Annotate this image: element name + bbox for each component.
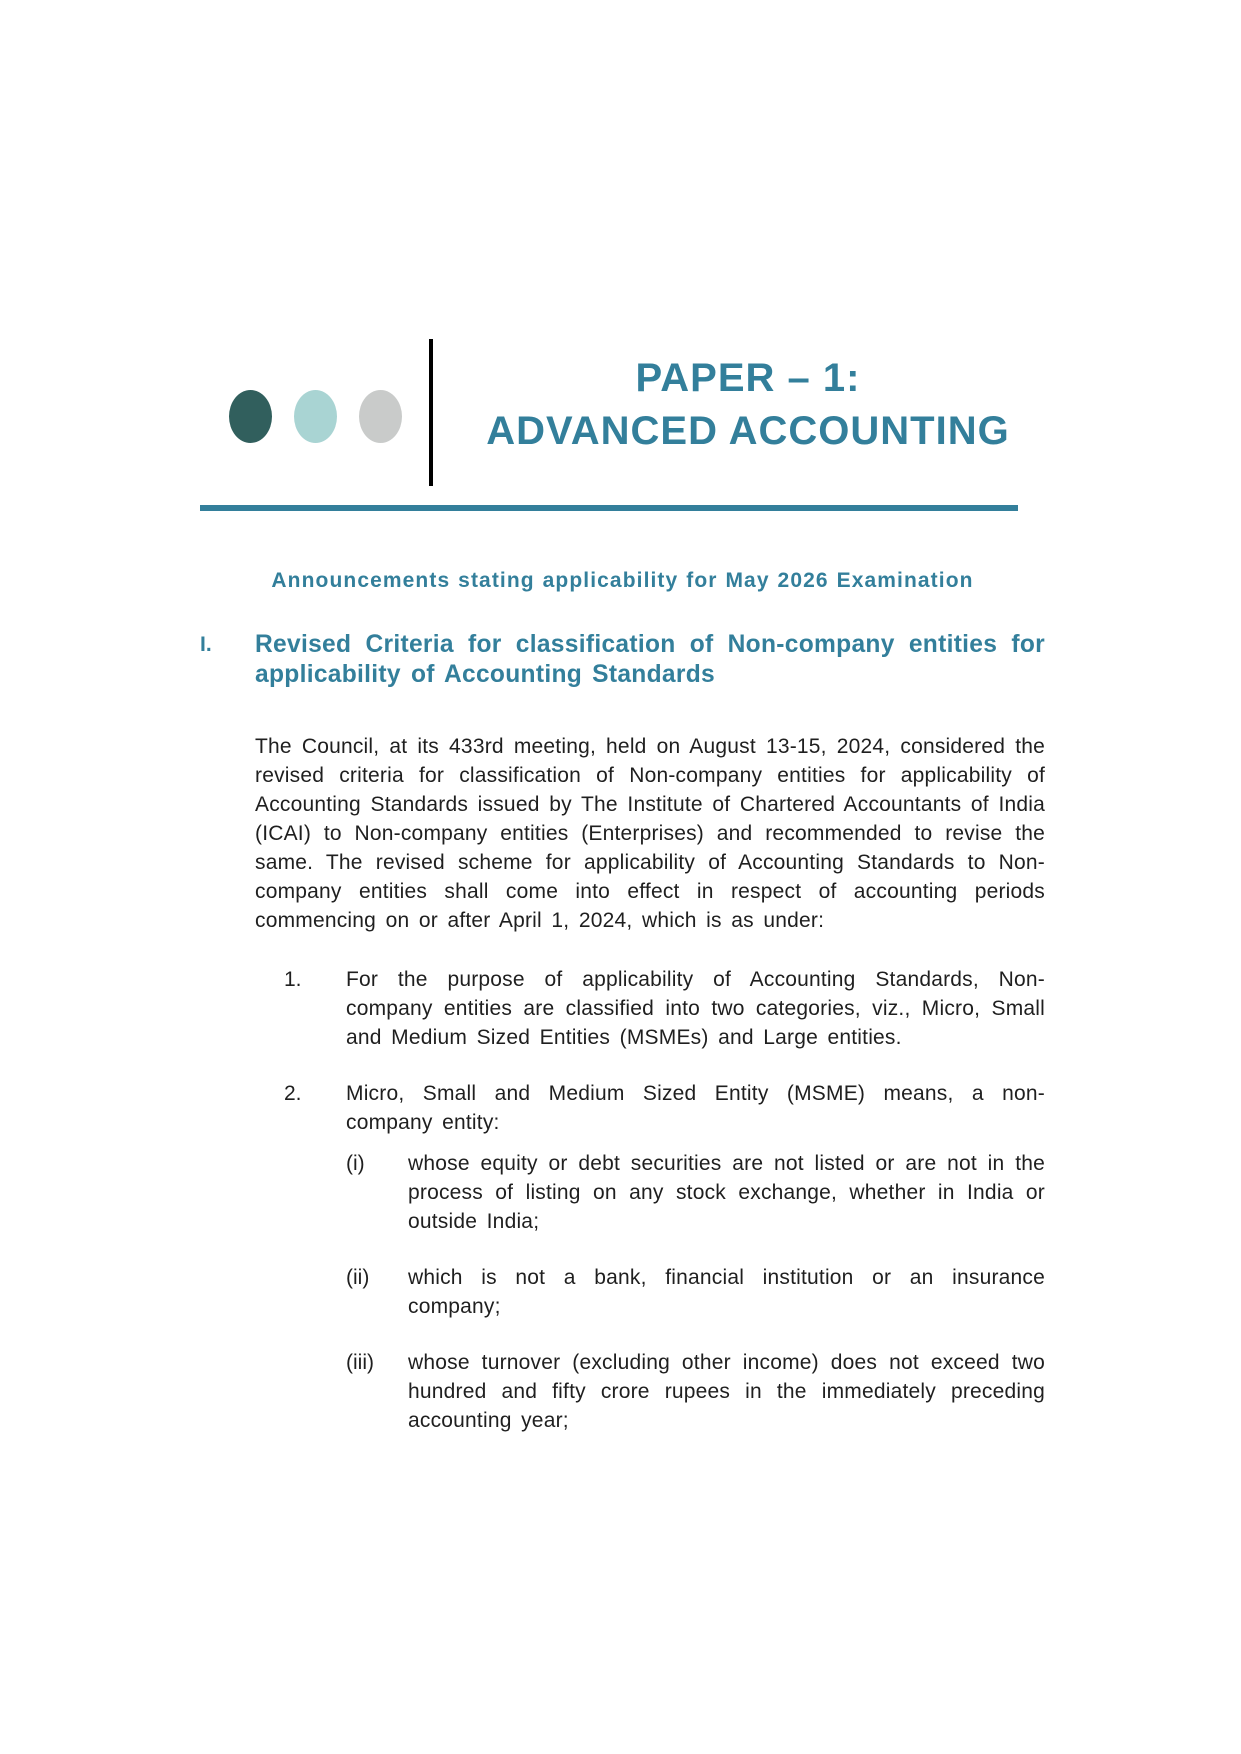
paper-title-line1: PAPER – 1: xyxy=(635,356,861,400)
announcement-heading: Announcements stating applicability for May 2026 Examination xyxy=(271,569,974,592)
header-dots xyxy=(229,390,402,443)
dot-gray-icon xyxy=(359,390,402,443)
section-heading: Revised Criteria for classification of Non-company entities for applicability of Accounting Standards xyxy=(255,631,1045,688)
roman-sublist xyxy=(346,1149,1045,1447)
page-content xyxy=(200,566,1045,1462)
dot-dark-teal-icon xyxy=(229,390,272,443)
list-item-2 xyxy=(284,1079,1045,1447)
dot-light-teal-icon xyxy=(294,390,337,443)
list-item-1-body xyxy=(346,965,1045,1064)
sublist-item-iii xyxy=(346,1348,1045,1447)
list-item-2-text: Micro, Small and Medium Sized Entity (MSME) means, a non-company entity: xyxy=(346,1082,1045,1134)
section-heading-row xyxy=(200,630,1045,690)
section-revised-criteria xyxy=(200,630,1045,1447)
numbered-list xyxy=(284,965,1045,1447)
sublist-item-i-number: (i) xyxy=(346,1152,365,1175)
section-number: I. xyxy=(200,633,212,656)
paper-title xyxy=(451,352,1045,458)
list-item-1-number: 1. xyxy=(284,968,302,991)
sublist-item-i xyxy=(346,1149,1045,1248)
intro-paragraph: The Council, at its 433rd meeting, held on August 13-15, 2024, considered the revised criteria for classification of Non-company entities for applicability of Accounting Standards issued by The Institute of Chartered Accountants of India (ICAI) to Non-company entities (Enterprises) and recommended to revise the same. The revised scheme for applicability of Accounting Standards to Non-company entities shall come into effect in respect of accounting periods commencing on or after April 1, 2024, which is as under: xyxy=(255,735,1045,932)
sublist-item-iii-number: (iii) xyxy=(346,1351,374,1374)
header-divider-bar xyxy=(429,339,433,486)
sublist-item-ii-number: (ii) xyxy=(346,1266,370,1289)
sublist-item-iii-text: whose turnover (excluding other income) does not exceed two hundred and fifty crore rupees in the immediately preceding accounting year; xyxy=(408,1351,1045,1432)
sublist-item-ii-text: which is not a bank, financial institution or an insurance company; xyxy=(408,1266,1045,1318)
list-item-2-number: 2. xyxy=(284,1082,302,1105)
sublist-item-i-text: whose equity or debt securities are not listed or are not in the process of listing on any stock exchange, whether in India or outside India; xyxy=(408,1152,1045,1233)
list-item-1 xyxy=(284,965,1045,1064)
list-item-1-text: For the purpose of applicability of Accounting Standards, Non-company entities are classified into two categories, viz., Micro, Small and Medium Sized Entities (MSMEs) and Large entities. xyxy=(346,968,1045,1049)
list-item-2-body xyxy=(346,1079,1045,1447)
paper-title-line2: ADVANCED ACCOUNTING xyxy=(486,409,1010,453)
sublist-item-ii xyxy=(346,1263,1045,1333)
header-rule xyxy=(200,505,1018,511)
section-body xyxy=(255,732,1045,1447)
